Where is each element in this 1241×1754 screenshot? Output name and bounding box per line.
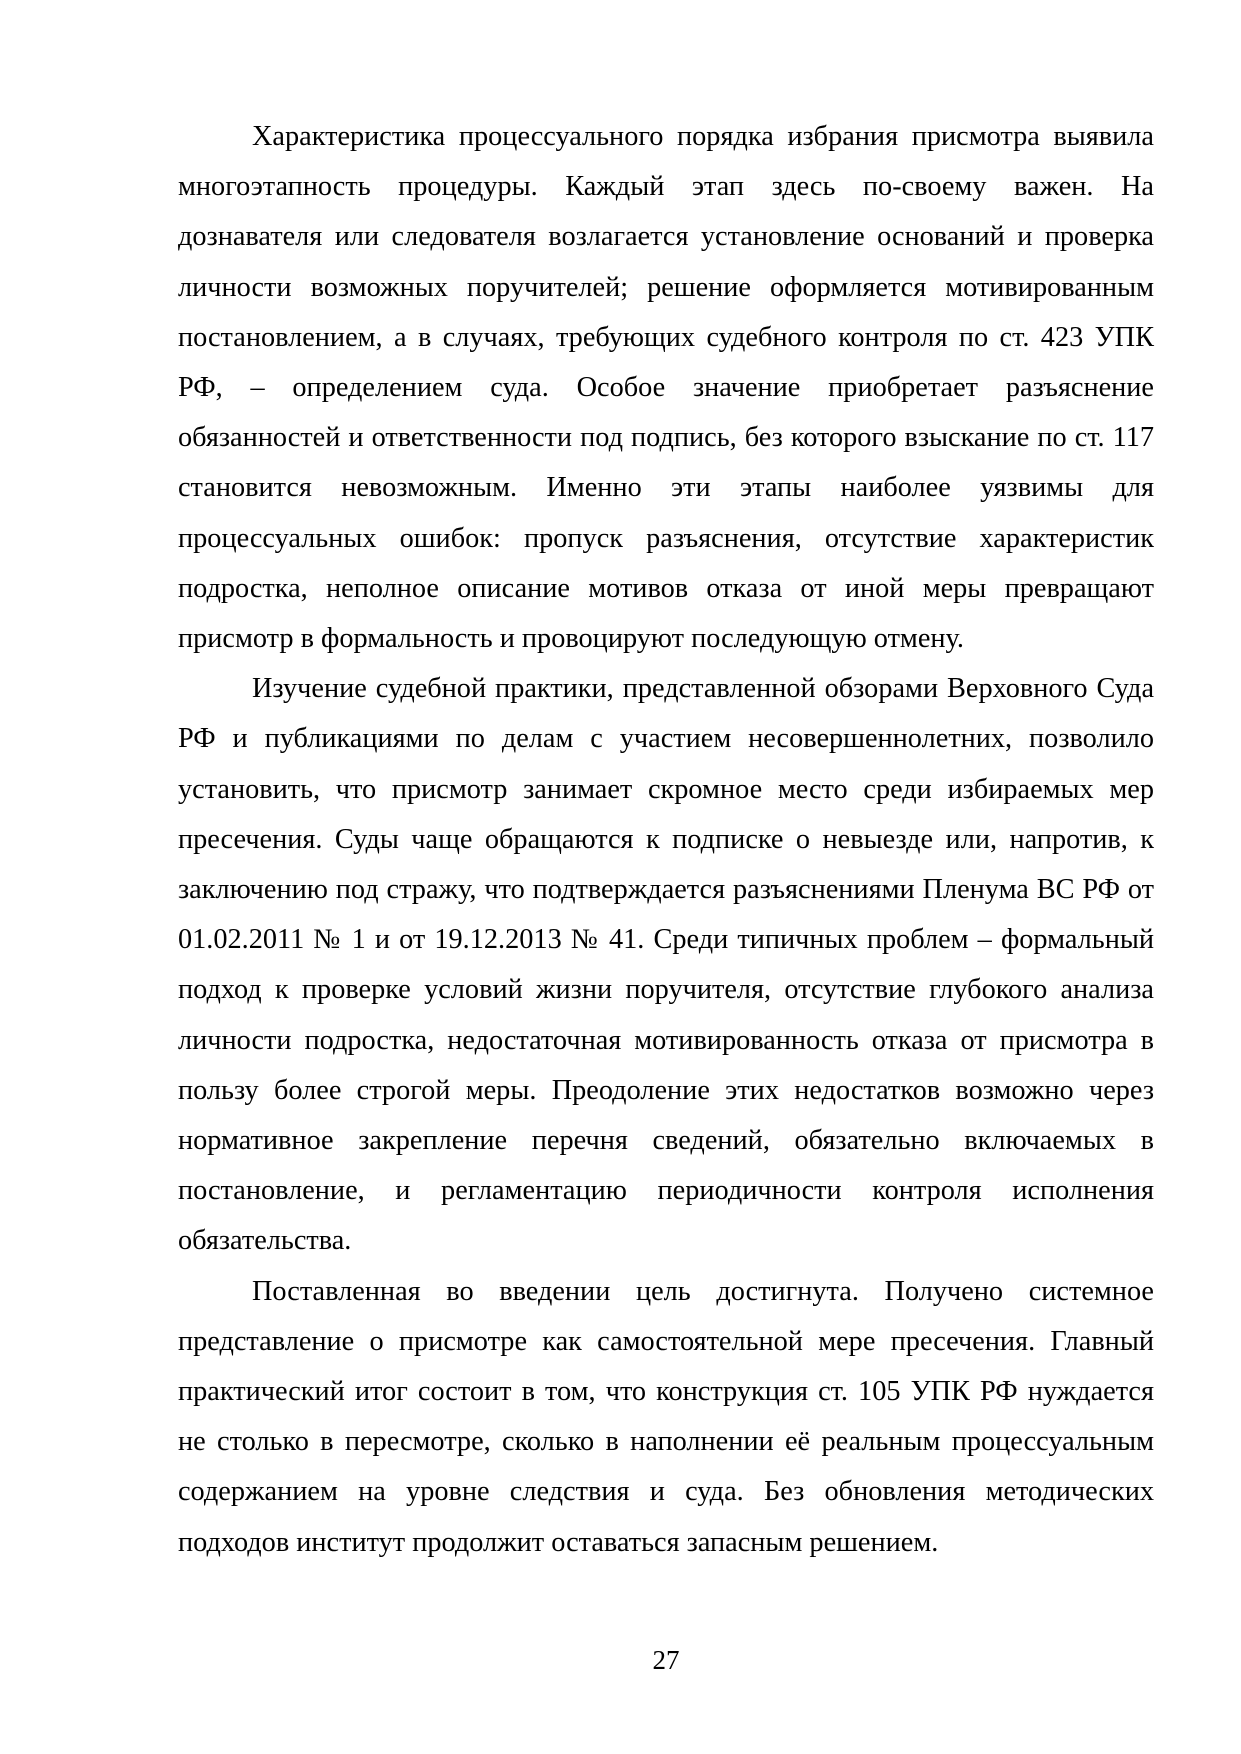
page-number: 27 bbox=[652, 1645, 680, 1675]
paragraph-3: Поставленная во введении цель достигнута. Получено системное представление о присмотре как самостоятельной мере пресечения. Главный практический итог состоит в том, что конструкция ст. 105 УПК РФ нуждается не столько в пересмотре, сколько в наполнении её реальным процессуальным содержанием на уровне следствия и суда. Без обновления методических подходов институт продолжит оставаться запасным решением. bbox=[178, 1275, 1154, 1558]
paragraph-1: Характеристика процессуального порядка избрания присмотра выявила многоэтапность процедуры. Каждый этап здесь по-своему важен. На дознавателя или следователя возлагается установление оснований и проверка личности возможных поручителей; решение оформляется мотивированным постановлением, а в случаях, требующих судебного контроля по ст. 423 УПК РФ, – определением суда. Особое значение приобретает разъяснение обязанностей и ответственности под подпись, без которого взыскание по ст. 117 становится невозможным. Именно эти этапы наиболее уязвимы для процессуальных ошибок: пропуск разъяснения, отсутствие характеристик подростка, неполное описание мотивов отказа от иной меры превращают присмотр в формальность и провоцируют последующую отмену. bbox=[178, 121, 1154, 655]
document-body bbox=[178, 112, 1154, 1568]
paragraph-2: Изучение судебной практики, представленной обзорами Верховного Суда РФ и публикациями по делам с участием несовершеннолетних, позволило установить, что присмотр занимает скромное место среди избираемых мер пресечения. Суды чаще обращаются к подписке о невыезде или, напротив, к заключению под стражу, что подтверждается разъяснениями Пленума ВС РФ от 01.02.2011 № 1 и от 19.12.2013 № 41. Среди типичных проблем – формальный подход к проверке условий жизни поручителя, отсутствие глубокого анализа личности подростка, недостаточная мотивированность отказа от присмотра в пользу более строгой меры. Преодоление этих недостатков возможно через нормативное закрепление перечня сведений, обязательно включаемых в постановление, и регламентацию периодичности контроля исполнения обязательства. bbox=[178, 673, 1154, 1257]
